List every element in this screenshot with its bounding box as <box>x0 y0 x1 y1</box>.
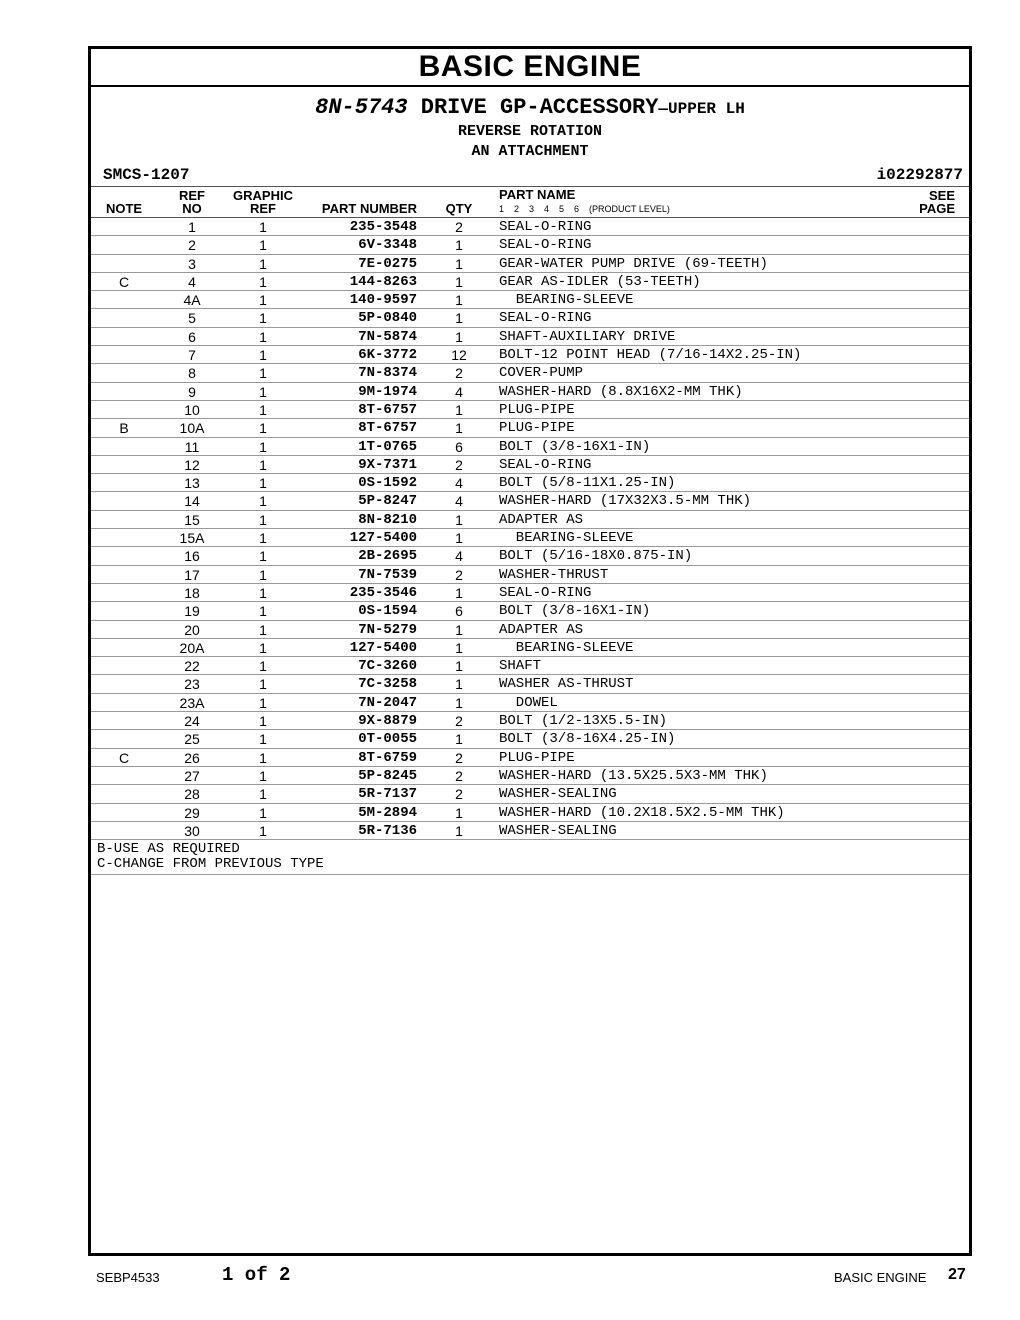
col-see-top: SEE <box>928 188 955 203</box>
table-row <box>91 492 969 510</box>
group-subtitle-2: AN ATTACHMENT <box>471 143 589 160</box>
qty-cell: 2 <box>455 713 463 730</box>
part-name-cell: BOLT (5/16-18X0.875-IN) <box>499 548 693 565</box>
graphic-ref-cell: 1 <box>259 804 267 821</box>
qty-cell: 1 <box>455 310 463 327</box>
table-row <box>91 694 969 712</box>
part-name-cell: PLUG-PIPE <box>499 749 575 766</box>
ref-no-cell: 10 <box>184 401 200 418</box>
part-number-cell: 7N-5279 <box>358 621 417 638</box>
col-note: NOTE <box>105 201 143 216</box>
table-row <box>91 511 969 529</box>
ref-no-cell: 18 <box>184 584 200 601</box>
qty-cell: 1 <box>455 401 463 418</box>
qty-cell: 1 <box>455 511 463 528</box>
ref-no-cell: 24 <box>184 713 200 730</box>
ref-no-cell: 30 <box>184 822 200 839</box>
table-row <box>91 804 969 822</box>
graphic-ref-cell: 1 <box>259 420 267 437</box>
part-number-cell: 127-5400 <box>349 639 417 656</box>
ref-no-cell: 20 <box>184 621 200 638</box>
qty-cell: 1 <box>455 658 463 675</box>
graphic-ref-cell: 1 <box>259 273 267 290</box>
part-number-cell: 5R-7136 <box>358 822 417 839</box>
group-name: DRIVE GP-ACCESSORY <box>420 95 659 120</box>
qty-cell: 1 <box>455 255 463 272</box>
graphic-ref-cell: 1 <box>259 401 267 418</box>
table-row <box>91 675 969 693</box>
ref-no-cell: 19 <box>184 603 200 620</box>
table-row <box>91 767 969 785</box>
ref-no-cell: 28 <box>184 786 200 803</box>
table-row <box>91 749 969 767</box>
notes-block <box>91 840 969 875</box>
ref-no-cell: 4 <box>188 273 196 290</box>
graphic-ref-cell: 1 <box>259 713 267 730</box>
note-cell: C <box>118 749 130 766</box>
ref-no-cell: 22 <box>184 658 200 675</box>
part-name-cell: WASHER-HARD (8.8X16X2-MM THK) <box>499 383 743 400</box>
qty-cell: 1 <box>455 694 463 711</box>
part-name-cell: BOLT (3/8-16X4.25-IN) <box>499 731 676 748</box>
part-number-cell: 144-8263 <box>349 273 417 290</box>
part-number-cell: 0S-1594 <box>358 603 417 620</box>
qty-cell: 1 <box>455 639 463 656</box>
table-row <box>91 822 969 840</box>
ref-no-cell: 17 <box>184 566 200 583</box>
part-name-cell: PLUG-PIPE <box>499 420 575 437</box>
part-number-cell: 7E-0275 <box>358 255 417 272</box>
graphic-ref-cell: 1 <box>259 347 267 364</box>
group-subtitle-1: REVERSE ROTATION <box>457 123 603 140</box>
col-ref-top: REF <box>179 188 205 203</box>
part-number-cell: 9X-7371 <box>358 456 417 473</box>
part-name-cell: WASHER-HARD (13.5X25.5X3-MM THK) <box>499 767 768 784</box>
col-part-number: PART NUMBER <box>321 201 417 216</box>
part-name-cell: ADAPTER AS <box>499 621 584 638</box>
ref-no-cell: 15A <box>179 530 205 547</box>
table-row <box>91 383 969 401</box>
table-row <box>91 602 969 620</box>
part-name-cell: BOLT (1/2-13X5.5-IN) <box>499 713 668 730</box>
ref-no-cell: 14 <box>184 493 200 510</box>
ref-no-cell: 15 <box>184 511 200 528</box>
note-b: B-USE AS REQUIRED <box>97 841 240 858</box>
part-name-cell: ADAPTER AS <box>499 511 584 528</box>
part-number-cell: 2B-2695 <box>358 548 417 565</box>
part-name-cell: BOLT-12 POINT HEAD (7/16-14X2.25-IN) <box>499 347 802 364</box>
graphic-ref-cell: 1 <box>259 786 267 803</box>
part-name-cell: COVER-PUMP <box>499 365 584 382</box>
part-name-cell: BEARING-SLEEVE <box>499 639 634 656</box>
ref-no-cell: 20A <box>179 639 205 656</box>
illustration-id: i02292877 <box>876 166 963 184</box>
part-number-cell: 7N-7539 <box>358 566 417 583</box>
part-name-cell: WASHER-THRUST <box>499 566 609 583</box>
col-ref-bottom: NO <box>182 201 202 216</box>
table-row <box>91 346 969 364</box>
part-name-cell: SHAFT-AUXILIARY DRIVE <box>499 328 676 345</box>
qty-cell: 4 <box>455 493 463 510</box>
table-row <box>91 529 969 547</box>
graphic-ref-cell: 1 <box>259 658 267 675</box>
table-row <box>91 712 969 730</box>
qty-cell: 1 <box>455 621 463 638</box>
graphic-ref-cell: 1 <box>259 548 267 565</box>
part-name-cell: PLUG-PIPE <box>499 401 575 418</box>
qty-cell: 2 <box>455 456 463 473</box>
part-number-cell: 7N-5874 <box>358 328 417 345</box>
part-number-cell: 1T-0765 <box>358 438 417 455</box>
table-row <box>91 584 969 602</box>
qty-cell: 1 <box>455 328 463 345</box>
part-name-cell: GEAR AS-IDLER (53-TEETH) <box>499 273 701 290</box>
table-row <box>91 309 969 327</box>
qty-cell: 1 <box>455 676 463 693</box>
part-number-cell: 7N-2047 <box>358 694 417 711</box>
ref-no-cell: 4A <box>183 292 201 309</box>
ref-no-cell: 13 <box>184 475 200 492</box>
part-name-cell: WASHER AS-THRUST <box>499 676 634 693</box>
part-name-cell: BEARING-SLEEVE <box>499 530 634 547</box>
ref-no-cell: 2 <box>188 237 196 254</box>
part-number-cell: 235-3546 <box>349 584 417 601</box>
graphic-ref-cell: 1 <box>259 694 267 711</box>
part-number-cell: 5M-2894 <box>358 804 417 821</box>
smcs-row <box>91 162 969 186</box>
graphic-ref-cell: 1 <box>259 328 267 345</box>
ref-no-cell: 3 <box>188 255 196 272</box>
qty-cell: 6 <box>455 603 463 620</box>
footer-doc-number: SEBP4533 <box>96 1270 160 1285</box>
qty-cell: 1 <box>455 804 463 821</box>
ref-no-cell: 23A <box>179 694 205 711</box>
part-name-cell: WASHER-SEALING <box>499 786 617 803</box>
graphic-ref-cell: 1 <box>259 237 267 254</box>
graphic-ref-cell: 1 <box>259 493 267 510</box>
part-name-cell: BOLT (3/8-16X1-IN) <box>499 438 651 455</box>
qty-cell: 6 <box>455 438 463 455</box>
qty-cell: 2 <box>455 767 463 784</box>
part-name-cell: WASHER-SEALING <box>499 822 617 839</box>
ref-no-cell: 11 <box>184 438 200 455</box>
graphic-ref-cell: 1 <box>259 584 267 601</box>
part-number-cell: 7N-8374 <box>358 365 417 382</box>
column-header <box>91 186 969 218</box>
part-number-cell: 6K-3772 <box>358 347 417 364</box>
note-c: C-CHANGE FROM PREVIOUS TYPE <box>97 856 324 873</box>
table-row <box>91 273 969 291</box>
part-number-cell: 6V-3348 <box>358 237 417 254</box>
section-title: BASIC ENGINE <box>418 50 642 83</box>
table-row <box>91 474 969 492</box>
footer-page-of: 1 of 2 <box>222 1264 291 1286</box>
part-name-cell: SEAL-O-RING <box>499 310 592 327</box>
page-footer <box>0 1264 1020 1288</box>
qty-cell: 4 <box>455 475 463 492</box>
part-number-cell: 5P-8245 <box>358 767 417 784</box>
col-see-bottom: PAGE <box>919 201 955 216</box>
part-number-cell: 8N-8210 <box>358 511 417 528</box>
part-name-cell: SHAFT <box>499 658 542 675</box>
ref-no-cell: 7 <box>188 347 196 364</box>
part-number-cell: 0S-1592 <box>358 475 417 492</box>
part-number-cell: 127-5400 <box>349 530 417 547</box>
qty-cell: 4 <box>455 383 463 400</box>
table-row <box>91 218 969 236</box>
qty-cell: 1 <box>455 584 463 601</box>
qty-cell: 1 <box>455 731 463 748</box>
table-row <box>91 456 969 474</box>
part-number-cell: 5P-8247 <box>358 493 417 510</box>
qty-cell: 1 <box>455 530 463 547</box>
ref-no-cell: 29 <box>184 804 200 821</box>
ref-no-cell: 5 <box>188 310 196 327</box>
graphic-ref-cell: 1 <box>259 566 267 583</box>
graphic-ref-cell: 1 <box>259 749 267 766</box>
table-row <box>91 657 969 675</box>
group-title <box>91 95 969 122</box>
part-name-cell: SEAL-O-RING <box>499 584 592 601</box>
part-number-cell: 140-9597 <box>349 292 417 309</box>
part-name-cell: SEAL-O-RING <box>499 237 592 254</box>
graphic-ref-cell: 1 <box>259 822 267 839</box>
graphic-ref-cell: 1 <box>259 767 267 784</box>
group-qualifier: —UPPER LH <box>658 100 745 118</box>
ref-no-cell: 1 <box>188 219 196 235</box>
qty-cell: 2 <box>455 786 463 803</box>
table-row <box>91 328 969 346</box>
table-row <box>91 401 969 419</box>
ref-no-cell: 10A <box>179 420 205 437</box>
part-number-cell: 8T-6759 <box>358 749 417 766</box>
part-name-cell: BOLT (3/8-16X1-IN) <box>499 603 651 620</box>
parts-page-frame <box>88 46 972 1256</box>
part-name-cell: WASHER-HARD (17X32X3.5-MM THK) <box>499 493 752 510</box>
graphic-ref-cell: 1 <box>259 676 267 693</box>
note-cell: B <box>119 420 129 437</box>
part-number-cell: 5R-7137 <box>358 786 417 803</box>
col-graphic-bottom: REF <box>250 201 276 216</box>
smcs-code: SMCS-1207 <box>103 166 190 184</box>
part-name-cell: SEAL-O-RING <box>499 219 592 235</box>
table-row <box>91 639 969 657</box>
graphic-ref-cell: 1 <box>259 639 267 656</box>
ref-no-cell: 27 <box>184 767 200 784</box>
table-row <box>91 291 969 309</box>
section-title-bar <box>91 49 969 87</box>
qty-cell: 12 <box>451 347 467 364</box>
col-product-level: 1 2 3 4 5 6 (PRODUCT LEVEL) <box>499 204 670 214</box>
graphic-ref-cell: 1 <box>259 219 267 235</box>
graphic-ref-cell: 1 <box>259 255 267 272</box>
qty-cell: 2 <box>455 219 463 235</box>
part-number-cell: 8T-6757 <box>358 420 417 437</box>
graphic-ref-cell: 1 <box>259 383 267 400</box>
table-row <box>91 730 969 748</box>
qty-cell: 4 <box>455 548 463 565</box>
part-number-cell: 9M-1974 <box>358 383 417 400</box>
part-name-cell: BEARING-SLEEVE <box>499 292 634 309</box>
table-row <box>91 364 969 382</box>
part-name-cell: WASHER-HARD (10.2X18.5X2.5-MM THK) <box>499 804 785 821</box>
qty-cell: 1 <box>455 237 463 254</box>
group-part-number: 8N-5743 <box>315 95 408 120</box>
graphic-ref-cell: 1 <box>259 365 267 382</box>
ref-no-cell: 12 <box>184 456 200 473</box>
ref-no-cell: 16 <box>184 548 200 565</box>
ref-no-cell: 23 <box>184 676 200 693</box>
table-row <box>91 419 969 437</box>
group-header <box>91 95 969 162</box>
part-number-cell: 7C-3260 <box>358 658 417 675</box>
part-number-cell: 235-3548 <box>349 219 417 235</box>
graphic-ref-cell: 1 <box>259 438 267 455</box>
graphic-ref-cell: 1 <box>259 621 267 638</box>
qty-cell: 2 <box>455 566 463 583</box>
qty-cell: 2 <box>455 749 463 766</box>
graphic-ref-cell: 1 <box>259 456 267 473</box>
col-part-name: PART NAME <box>499 187 576 202</box>
part-number-cell: 7C-3258 <box>358 676 417 693</box>
part-number-cell: 5P-0840 <box>358 310 417 327</box>
part-name-cell: SEAL-O-RING <box>499 456 592 473</box>
col-graphic-top: GRAPHIC <box>233 188 293 203</box>
ref-no-cell: 8 <box>188 365 196 382</box>
part-name-cell: DOWEL <box>499 694 558 711</box>
ref-no-cell: 25 <box>184 731 200 748</box>
table-row <box>91 255 969 273</box>
ref-no-cell: 6 <box>188 328 196 345</box>
footer-section: BASIC ENGINE <box>834 1270 927 1285</box>
graphic-ref-cell: 1 <box>259 475 267 492</box>
qty-cell: 2 <box>455 365 463 382</box>
footer-page-number: 27 <box>948 1266 966 1283</box>
col-qty: QTY <box>445 201 473 216</box>
graphic-ref-cell: 1 <box>259 603 267 620</box>
graphic-ref-cell: 1 <box>259 530 267 547</box>
qty-cell: 1 <box>455 822 463 839</box>
part-number-cell: 0T-0055 <box>358 731 417 748</box>
table-row <box>91 566 969 584</box>
table-row <box>91 438 969 456</box>
graphic-ref-cell: 1 <box>259 511 267 528</box>
qty-cell: 1 <box>455 292 463 309</box>
table-row <box>91 236 969 254</box>
qty-cell: 1 <box>455 420 463 437</box>
graphic-ref-cell: 1 <box>259 292 267 309</box>
table-row <box>91 547 969 565</box>
table-row <box>91 621 969 639</box>
table-row <box>91 785 969 803</box>
graphic-ref-cell: 1 <box>259 731 267 748</box>
parts-table-body <box>91 218 969 840</box>
ref-no-cell: 26 <box>184 749 200 766</box>
part-number-cell: 8T-6757 <box>358 401 417 418</box>
qty-cell: 1 <box>455 273 463 290</box>
ref-no-cell: 9 <box>188 383 196 400</box>
note-cell: C <box>118 273 130 290</box>
graphic-ref-cell: 1 <box>259 310 267 327</box>
part-name-cell: GEAR-WATER PUMP DRIVE (69-TEETH) <box>499 255 768 272</box>
part-number-cell: 9X-8879 <box>358 713 417 730</box>
part-name-cell: BOLT (5/8-11X1.25-IN) <box>499 475 676 492</box>
